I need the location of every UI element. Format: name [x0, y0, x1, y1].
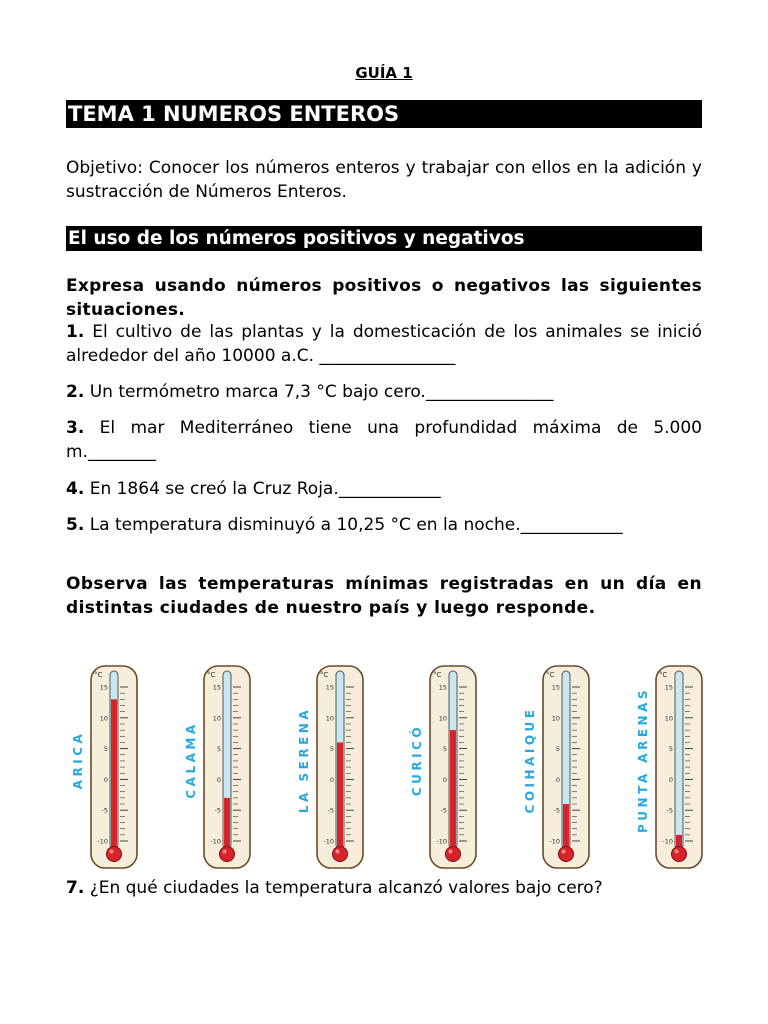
- question-number: 1.: [66, 322, 85, 342]
- thermometer-bulb: [559, 847, 574, 862]
- question-5: [66, 513, 702, 537]
- scale-tick-label: 0: [668, 775, 673, 784]
- thermometer-liquid: [450, 730, 456, 850]
- question-text: El cultivo de las plantas y la domesticación de los animales se inició alrededor del año 10000 a.C. ________________: [66, 322, 702, 366]
- question-1: [66, 320, 702, 368]
- unit-label: °C: [659, 671, 668, 679]
- scale-tick-label: 15: [551, 683, 560, 692]
- scale-tick-label: -5: [440, 806, 447, 815]
- thermometer-3: [297, 666, 363, 868]
- scale-tick-label: 5: [442, 745, 447, 754]
- scale-tick-label: 5: [216, 745, 221, 754]
- thermometers-svg: [60, 660, 720, 870]
- scale-tick-label: -10: [97, 837, 108, 846]
- city-label: PUNTA ARENAS: [636, 687, 650, 833]
- unit-label: °C: [546, 671, 555, 679]
- question-text: La temperatura disminuyó a 10,25 °C en la noche.____________: [84, 515, 623, 535]
- scale-tick-label: 10: [99, 714, 108, 723]
- scale-tick-label: 15: [99, 683, 108, 692]
- thermometer-bulb: [672, 847, 687, 862]
- question-number: 3.: [66, 418, 85, 438]
- bulb-highlight: [449, 850, 453, 854]
- bulb-highlight: [336, 850, 340, 854]
- thermometer-4: [409, 666, 476, 868]
- city-label: CALAMA: [184, 721, 198, 799]
- guide-title: GUÍA 1: [355, 64, 413, 82]
- scale-tick-label: 5: [555, 745, 560, 754]
- topic-title-bar: TEMA 1 NUMEROS ENTEROS: [66, 100, 702, 128]
- scale-tick-label: 0: [103, 775, 108, 784]
- scale-tick-label: 0: [442, 775, 447, 784]
- question-text: Un termómetro marca 7,3 °C bajo cero._______________: [84, 382, 554, 402]
- scale-tick-label: 0: [216, 775, 221, 784]
- scale-tick-label: 0: [555, 775, 560, 784]
- scale-tick-label: 10: [212, 714, 221, 723]
- city-label: COIHAIQUE: [523, 706, 537, 814]
- section-title-bar: El uso de los números positivos y negativos: [66, 226, 702, 251]
- question-text: En 1864 se creó la Cruz Roja.____________: [84, 479, 441, 499]
- question-number: 4.: [66, 479, 85, 499]
- thermometer-liquid: [337, 742, 343, 850]
- observe-text: Observa las temperaturas mínimas registradas en un día en distintas ciudades de nuestro país y luego responde.: [66, 574, 702, 618]
- scale-tick-label: -5: [214, 806, 221, 815]
- question-number: 5.: [66, 515, 85, 535]
- scale-tick-label: -10: [323, 837, 334, 846]
- bulb-highlight: [110, 850, 114, 854]
- scale-tick-label: 0: [329, 775, 334, 784]
- city-label: CURICÓ: [410, 723, 424, 797]
- scale-tick-label: -5: [101, 806, 108, 815]
- scale-tick-label: -5: [553, 806, 560, 815]
- thermometer-bulb: [107, 847, 122, 862]
- scale-tick-label: 5: [668, 745, 673, 754]
- thermometer-liquid: [563, 804, 569, 850]
- city-label: ARICA: [71, 730, 85, 790]
- unit-label: °C: [433, 671, 442, 679]
- question-3: [66, 416, 702, 464]
- question-text: El mar Mediterráneo tiene una profundidad máxima de 5.000 m.________: [66, 418, 702, 462]
- scale-tick-label: 15: [438, 683, 447, 692]
- scale-tick-label: 10: [438, 714, 447, 723]
- unit-label: °C: [207, 671, 216, 679]
- question-2: [66, 380, 702, 404]
- scale-tick-label: 5: [103, 745, 108, 754]
- city-label: LA SERENA: [297, 706, 311, 814]
- scale-tick-label: 10: [551, 714, 560, 723]
- thermometer-liquid: [111, 699, 117, 850]
- scale-tick-label: -5: [327, 806, 334, 815]
- question-7: [66, 876, 702, 900]
- question-4: [66, 477, 702, 501]
- instruction-text: Expresa usando números positivos o negativos las siguientes situaciones.: [66, 276, 702, 320]
- thermometer-5: [523, 666, 589, 868]
- thermometer-6: [636, 666, 702, 868]
- scale-tick-label: 10: [325, 714, 334, 723]
- scale-tick-label: 15: [664, 683, 673, 692]
- scale-tick-label: -10: [210, 837, 221, 846]
- thermometer-bulb: [446, 847, 461, 862]
- scale-tick-label: -5: [666, 806, 673, 815]
- bulb-highlight: [223, 850, 227, 854]
- scale-tick-label: 10: [664, 714, 673, 723]
- thermometer-bulb: [333, 847, 348, 862]
- unit-label: °C: [94, 671, 103, 679]
- unit-label: °C: [320, 671, 329, 679]
- thermometer-tube: [675, 671, 683, 849]
- scale-tick-label: -10: [662, 837, 673, 846]
- thermometer-liquid: [224, 798, 230, 850]
- objective-text: Objetivo: Conocer los números enteros y trabajar con ellos en la adición y sustracción de Números Enteros.: [66, 158, 702, 202]
- thermometers-figure: [60, 660, 720, 870]
- thermometer-bulb: [220, 847, 235, 862]
- scale-tick-label: -10: [549, 837, 560, 846]
- thermometer-1: [71, 666, 137, 868]
- question-number: 7.: [66, 878, 85, 898]
- scale-tick-label: 5: [329, 745, 334, 754]
- bulb-highlight: [562, 850, 566, 854]
- scale-tick-label: -10: [436, 837, 447, 846]
- question-number: 2.: [66, 382, 85, 402]
- scale-tick-label: 15: [212, 683, 221, 692]
- bulb-highlight: [675, 850, 679, 854]
- thermometer-2: [184, 666, 250, 868]
- question-text: ¿En qué ciudades la temperatura alcanzó valores bajo cero?: [84, 878, 603, 898]
- scale-tick-label: 15: [325, 683, 334, 692]
